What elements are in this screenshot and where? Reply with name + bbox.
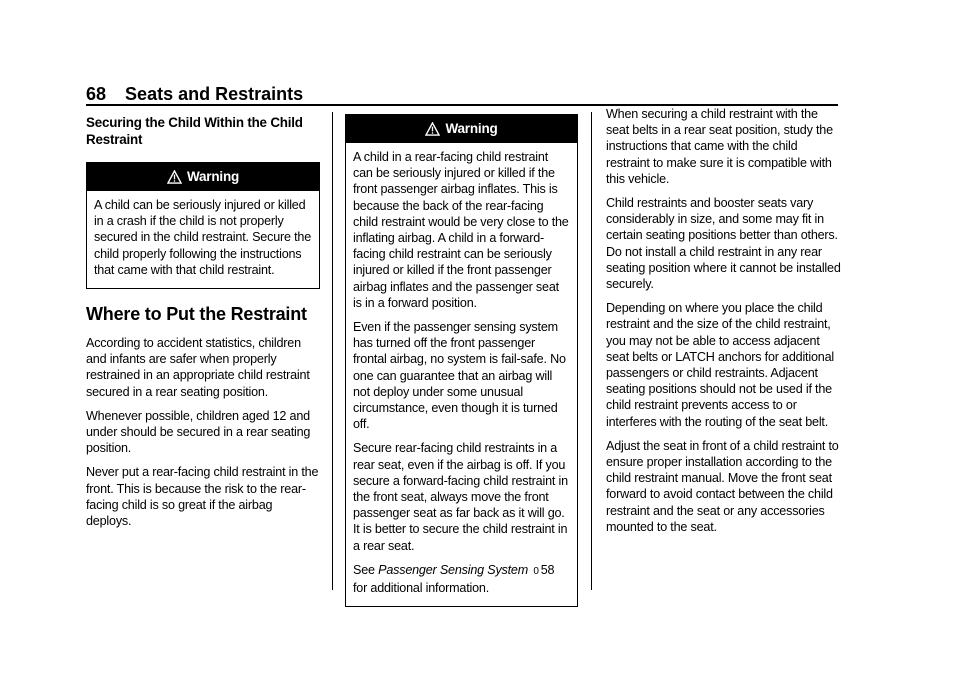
warning-box	[86, 162, 320, 289]
ref-prefix: See	[353, 562, 375, 577]
warning-bar	[346, 115, 577, 143]
ref-link[interactable]: Passenger Sensing System	[378, 562, 529, 577]
warning-triangle-icon	[167, 170, 182, 184]
page-ref-icon: 0	[533, 565, 539, 577]
column-3	[606, 106, 842, 543]
paragraph: Whenever possible, children aged 12 and under should be secured in a rear seating position.	[86, 408, 311, 456]
warning-paragraph: Secure rear-facing child restraints in a rear seat, even if the airbag is off. If you secure a forward-facing child restraint in the front seat, always move the front passenger seat as far back as it will go. It is better to secure the child restraint in a rear seat.	[353, 441, 568, 553]
column-divider	[332, 112, 333, 590]
warning-label: Warning	[186, 168, 240, 184]
warning-paragraph: Even if the passenger sensing system has turned off the front passenger frontal airbag, no system is fail-safe. No one can guarantee that an airbag will not deploy under some unusual circumstance, even though it is turned off.	[353, 320, 566, 432]
warning-box	[345, 114, 578, 607]
paragraph: Child restraints and booster seats vary considerably in size, and some may fit in certain seating positions better than others. Do not install a child restraint in any rear seating position where it cannot be installed securely.	[606, 196, 841, 292]
warning-bar	[87, 163, 319, 191]
section-heading: Where to Put the Restraint	[86, 304, 307, 325]
warning-paragraph: A child in a rear-facing child restraint can be seriously injured or killed if the front passenger airbag inflates. This is because the back of the rear-facing child restraint would be very close to the inflating airbag. A child in a forward-facing child restraint can be seriously injured or killed if the front passenger airbag inflates and the passenger seat is in a forward position.	[353, 150, 569, 310]
column-divider	[591, 112, 592, 590]
paragraph: Never put a rear-facing child restraint in the front. This is because the risk to the rear-facing child is so great if the airbag deploys.	[86, 465, 319, 529]
section-title: Seats and Restraints	[125, 84, 304, 104]
subheading: Securing the Child Within the Child Restraint	[86, 115, 303, 147]
page-header	[86, 84, 303, 105]
warning-triangle-icon	[425, 122, 440, 136]
cross-reference	[353, 562, 570, 596]
column-2	[345, 114, 578, 621]
page-number: 68	[86, 84, 107, 104]
ref-page[interactable]: 58	[540, 562, 555, 577]
warning-text: A child can be seriously injured or killed in a crash if the child is not properly secured in the child restraint. Secure the child properly following the instructions that came with that child restraint.	[94, 198, 312, 277]
paragraph: When securing a child restraint with the seat belts in a rear seat position, study the instructions that came with the child restraint to make sure it is compatible with this vehicle.	[606, 107, 833, 186]
warning-label: Warning	[445, 120, 498, 136]
column-1	[86, 114, 320, 537]
ref-suffix: for additional information.	[353, 581, 490, 596]
paragraph: Depending on where you place the child restraint and the size of the child restraint, you may not be able to access adjacent seat belts or LATCH anchors for additional passengers or child restraints. Adjacent seating positions should not be used if the child restraint prevents access to or interferes with the routing of the seat belt.	[606, 301, 834, 429]
paragraph: Adjust the seat in front of a child restraint to ensure proper installation according to the child restraint manual. Move the front seat forward to avoid contact between the child restraint and the seat or any accessories mounted to the seat.	[606, 438, 839, 534]
paragraph: According to accident statistics, children and infants are safer when properly restrained in an appropriate child restraint secured in a rear seating position.	[86, 336, 310, 399]
